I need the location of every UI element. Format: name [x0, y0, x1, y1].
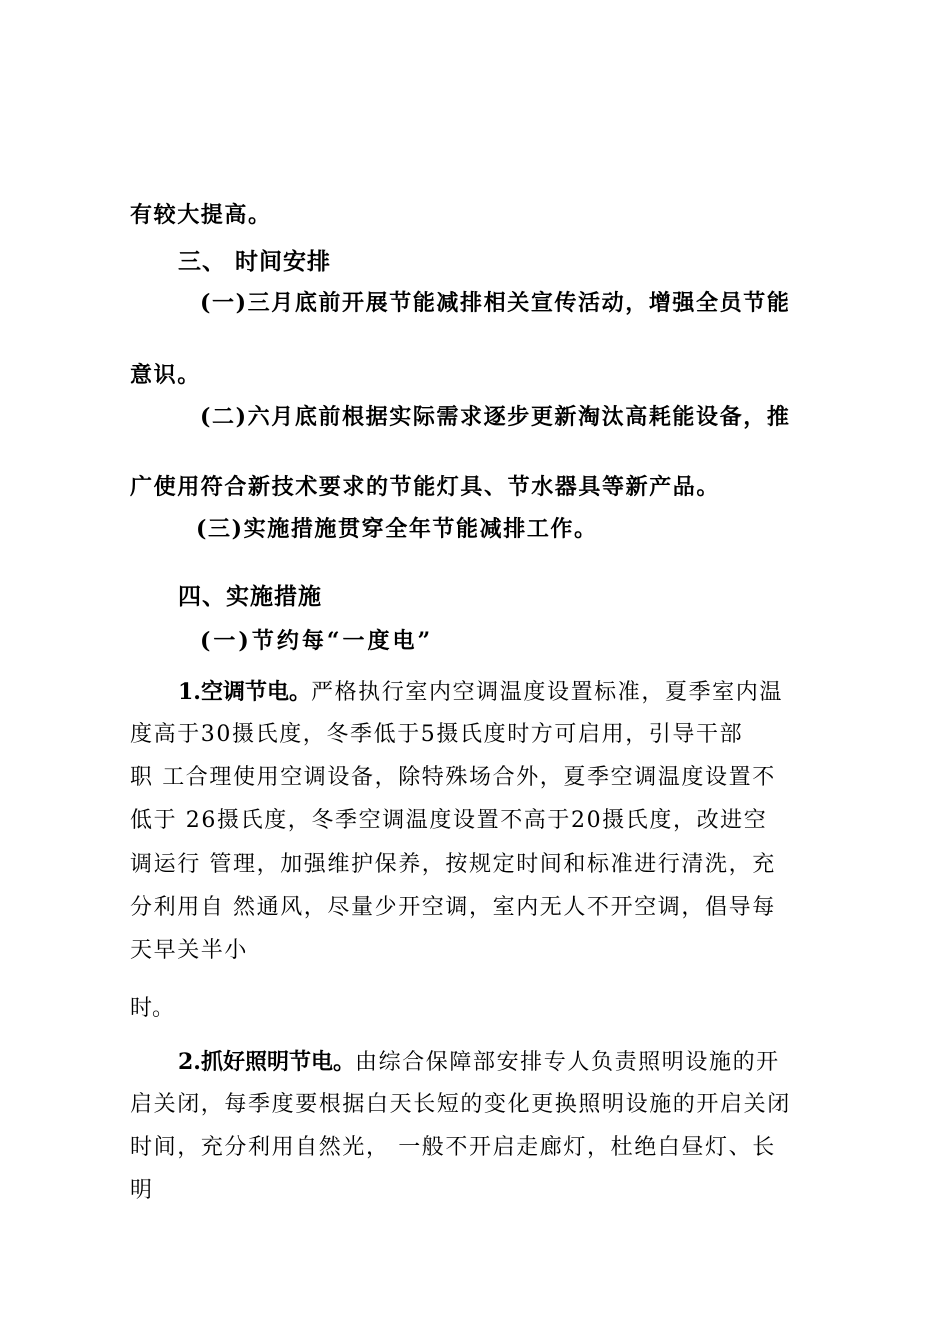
section-heading-4: 四、实施措施: [178, 583, 322, 610]
subsection-heading: (一)节约每“一度电”: [200, 628, 434, 654]
text-line: (二)六月底前根据实际需求逐步更新淘汰高耗能设备，推: [200, 404, 791, 430]
item-title: 1.空调节电。: [178, 679, 311, 705]
paragraph-line: 调运行 管理，加强维护保养，按规定时间和标准进行清洗，充: [130, 852, 776, 877]
paragraph-line: [178, 1047, 780, 1078]
item-text: 严格执行室内空调温度设置标准，夏季室内温: [310, 680, 783, 705]
text-line: (一)三月底前开展节能减排相关宣传活动，增强全员节能: [200, 290, 791, 316]
paragraph-line: [178, 677, 783, 708]
paragraph-line: 天早关半小: [130, 938, 249, 963]
paragraph-line: 度高于30摄氏度，冬季低于5摄氏度时方可启用，引导干部: [130, 722, 744, 747]
text-line: 有较大提高。: [130, 202, 272, 228]
text-line: 广使用符合新技术要求的节能灯具、节水器具等新产品。: [130, 474, 721, 500]
paragraph-line: 时。: [130, 996, 175, 1021]
text-line: 意识。: [130, 362, 201, 388]
paragraph-line: 分利用自 然通风，尽量少开空调，室内无人不开空调，倡导每: [130, 895, 776, 920]
paragraph-line: 启关闭，每季度要根据白天长短的变化更换照明设施的开启关闭: [130, 1092, 791, 1117]
paragraph-line: 明: [130, 1178, 154, 1203]
item-text: 由综合保障部安排专人负责照明设施的开: [354, 1050, 780, 1075]
paragraph-line: 时间，充分利用自然光， 一般不开启走廊灯，杜绝白昼灯、长: [130, 1135, 776, 1160]
section-heading-3: 三、 时间安排: [178, 248, 332, 275]
text-line: (三)实施措施贯穿全年节能减排工作。: [196, 516, 598, 542]
item-title: 2.抓好照明节电。: [178, 1049, 355, 1075]
paragraph-line: 职 工合理使用空调设备，除特殊场合外，夏季空调温度设置不: [130, 765, 776, 790]
paragraph-line: 低于 26摄氏度，冬季空调温度设置不高于20摄氏度，改进空: [130, 808, 768, 833]
